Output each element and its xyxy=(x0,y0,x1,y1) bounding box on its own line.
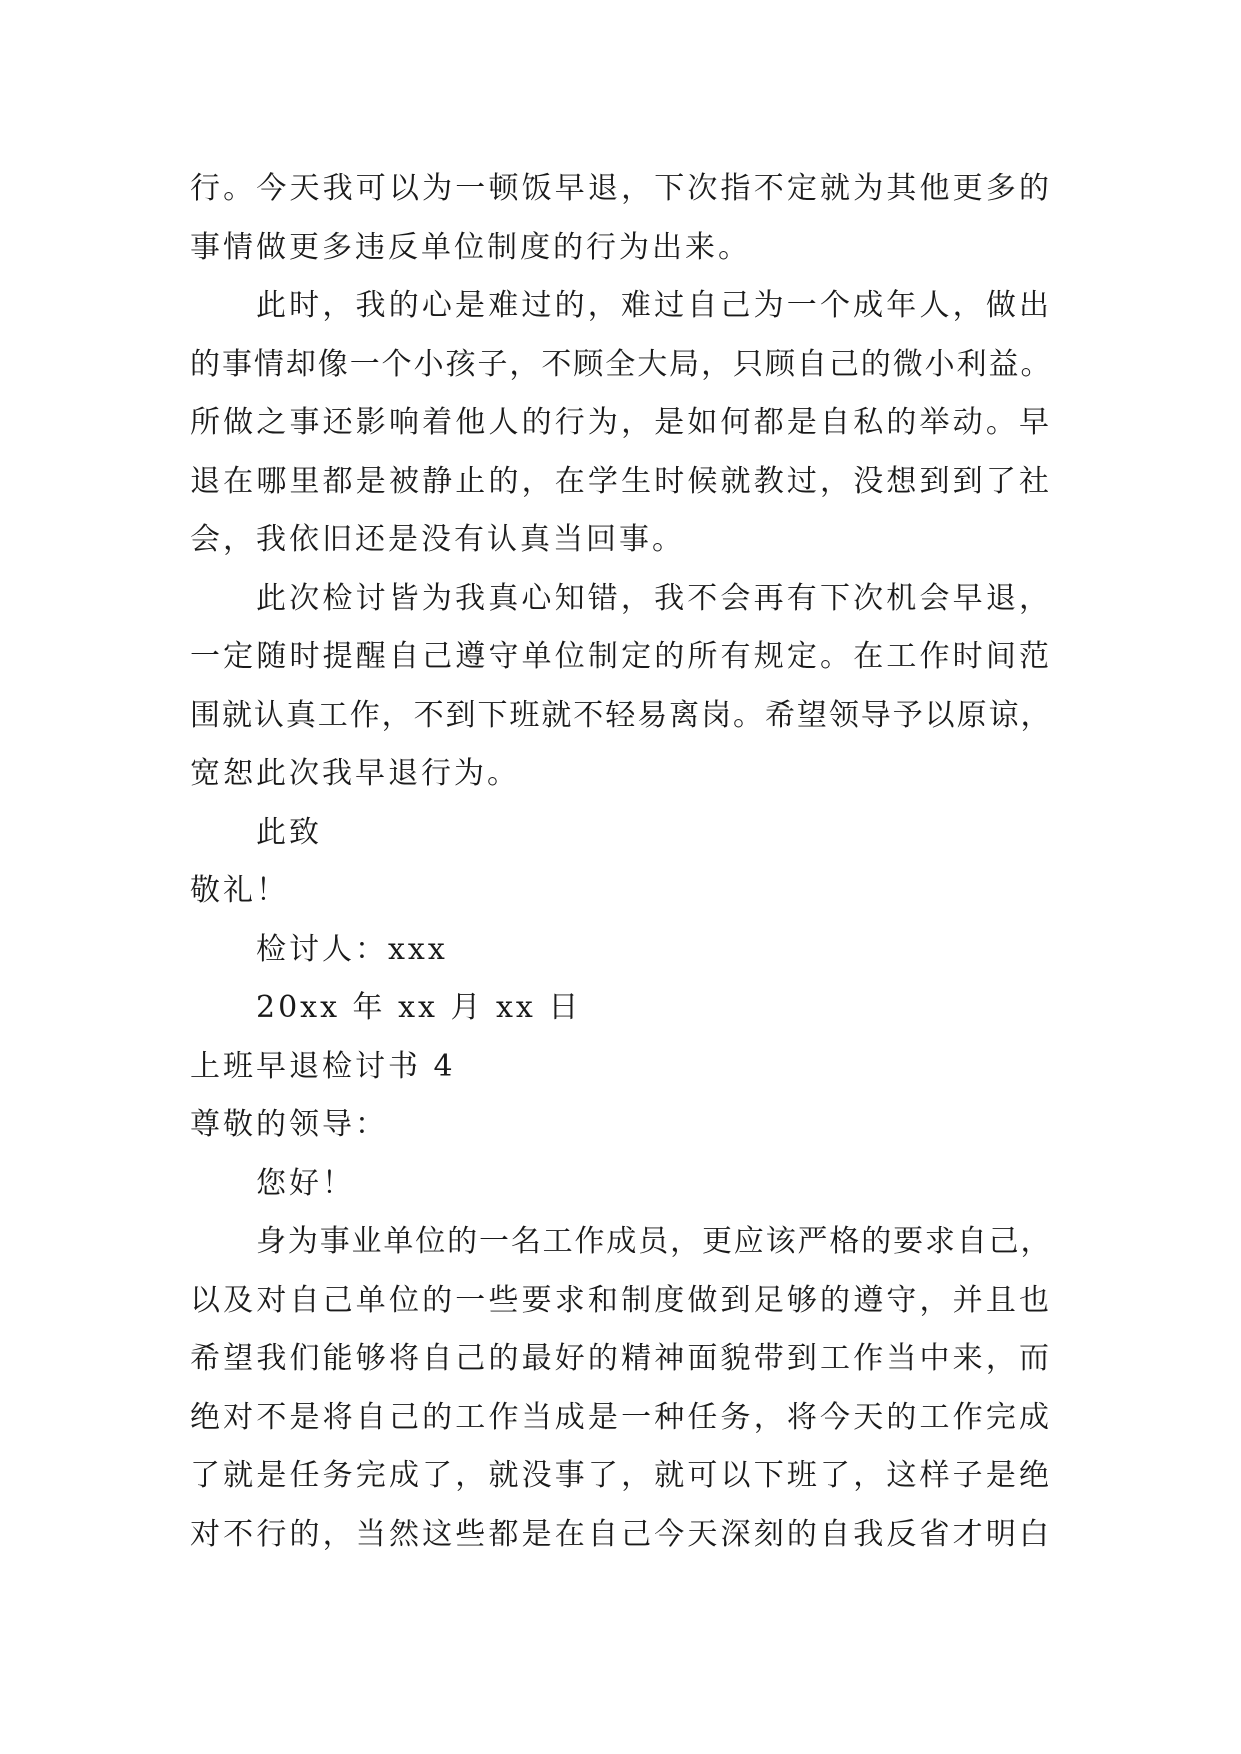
greeting-recipient: 尊敬的领导： xyxy=(190,1107,388,1142)
text-line: 此次检讨皆为我真心知错，我不会再有下次机会早退， xyxy=(256,580,1052,616)
text-line: 一定随时提醒自己遵守单位制定的所有规定。在工作时间范 xyxy=(190,639,1052,674)
text-line: 所做之事还影响着他人的行为，是如何都是自私的举动。早 xyxy=(190,405,1052,440)
text-line: 身为事业单位的一名工作成员，更应该严格的要求自己， xyxy=(256,1224,1052,1259)
closing-salutation: 此致 xyxy=(256,814,322,850)
text-line: 对不行的，当然这些都是在自己今天深刻的自我反省才明白 xyxy=(190,1516,1052,1552)
text-line: 宽恕此次我早退行为。 xyxy=(190,756,520,791)
text-line: 希望我们能够将自己的最好的精神面貌带到工作当中来，而 xyxy=(190,1341,1052,1376)
text-line: 以及对自己单位的一些要求和制度做到足够的遵守，并且也 xyxy=(190,1282,1052,1318)
section-title: 上班早退检讨书 4 xyxy=(190,1048,456,1084)
text-line: 绝对不是将自己的工作当成是一种任务，将今天的工作完成 xyxy=(190,1399,1052,1435)
closing-regards: 敬礼！ xyxy=(190,873,289,908)
text-line: 会，我依旧还是没有认真当回事。 xyxy=(190,522,685,557)
text-line: 了就是任务完成了，就没事了，就可以下班了，这样子是绝 xyxy=(190,1458,1052,1493)
text-line: 此时，我的心是难过的，难过自己为一个成年人，做出 xyxy=(256,288,1052,323)
text-line: 围就认真工作，不到下班就不轻易离岗。希望领导予以原谅， xyxy=(190,697,1052,733)
document-body xyxy=(190,160,1052,1564)
text-line: 事情做更多违反单位制度的行为出来。 xyxy=(190,229,751,265)
greeting: 您好！ xyxy=(256,1165,355,1201)
text-line: 退在哪里都是被静止的，在学生时候就教过，没想到到了社 xyxy=(190,463,1052,499)
date-line: 20xx 年 xx 月 xx 日 xyxy=(256,990,582,1025)
text-line: 的事情却像一个小孩子，不顾全大局，只顾自己的微小利益。 xyxy=(190,346,1052,382)
text-line: 行。今天我可以为一顿饭早退，下次指不定就为其他更多的 xyxy=(190,171,1052,206)
signature-line: 检讨人：xxx xyxy=(256,931,448,967)
